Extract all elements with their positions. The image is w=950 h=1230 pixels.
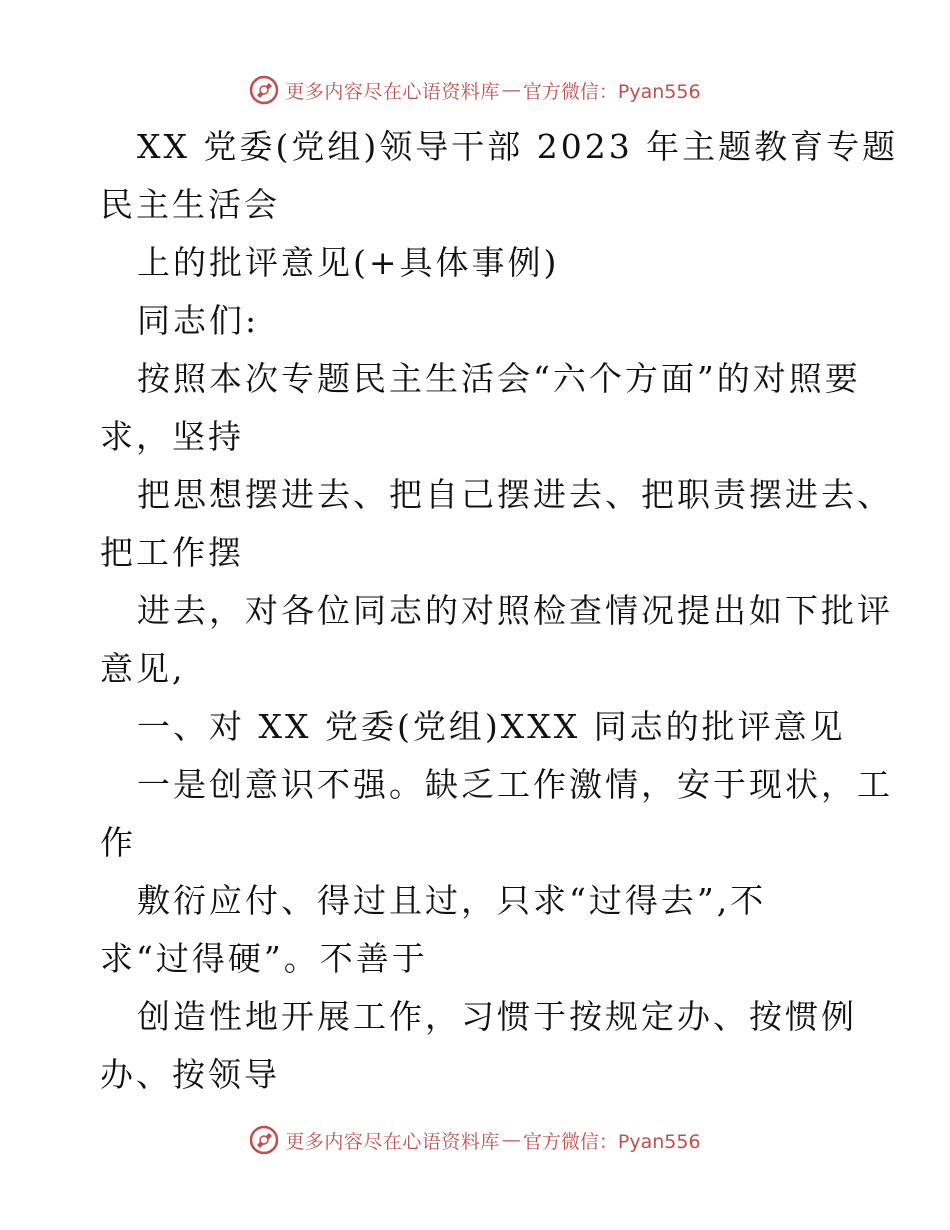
logo-icon — [249, 75, 279, 105]
body-line: 把工作摆 — [100, 533, 244, 572]
body-line: 上的批评意见(+具体事例) — [137, 243, 560, 282]
header-watermark-wechat: 官方微信：Pyan556 — [522, 80, 701, 103]
body-line: 作 — [100, 823, 136, 862]
body-line: 办、按领导 — [100, 1055, 280, 1094]
body-line: 民主生活会 — [100, 185, 280, 224]
logo-icon — [249, 1125, 279, 1155]
body-line: 求，坚持 — [100, 417, 244, 456]
footer-watermark-separator: — — [501, 1129, 521, 1151]
body-line: 进去，对各位同志的对照检查情况提出如下批评 — [137, 591, 893, 630]
body-line: 把思想摆进去、把自己摆进去、把职责摆进去、 — [137, 475, 893, 514]
body-line: 同志们: — [137, 301, 260, 340]
footer-watermark-wechat: 官方微信：Pyan556 — [522, 1130, 701, 1153]
body-line: 意见, — [100, 649, 186, 688]
body-line: 创造性地开展工作，习惯于按规定办、按惯例 — [137, 997, 857, 1036]
header-watermark-text: 更多内容尽在心语资料库 — [285, 80, 500, 103]
body-line: 一是创意识不强。缺乏工作激情，安于现状，工 — [137, 765, 893, 804]
body-line: XX 党委(党组)领导干部 2023 年主题教育专题 — [137, 127, 899, 166]
header-watermark-separator: — — [501, 79, 521, 101]
header-watermark — [0, 70, 950, 110]
footer-watermark — [0, 1120, 950, 1160]
footer-watermark-text: 更多内容尽在心语资料库 — [285, 1130, 500, 1153]
body-line: 按照本次专题民主生活会“六个方面”的对照要 — [137, 359, 861, 398]
body-line: 求“过得硬”。不善于 — [100, 939, 428, 978]
document-body — [100, 118, 899, 1104]
body-line: 一、对 XX 党委(党组)XXX 同志的批评意见 — [137, 707, 846, 746]
body-line: 敷衍应付、得过且过，只求“过得去”,不 — [137, 881, 767, 920]
